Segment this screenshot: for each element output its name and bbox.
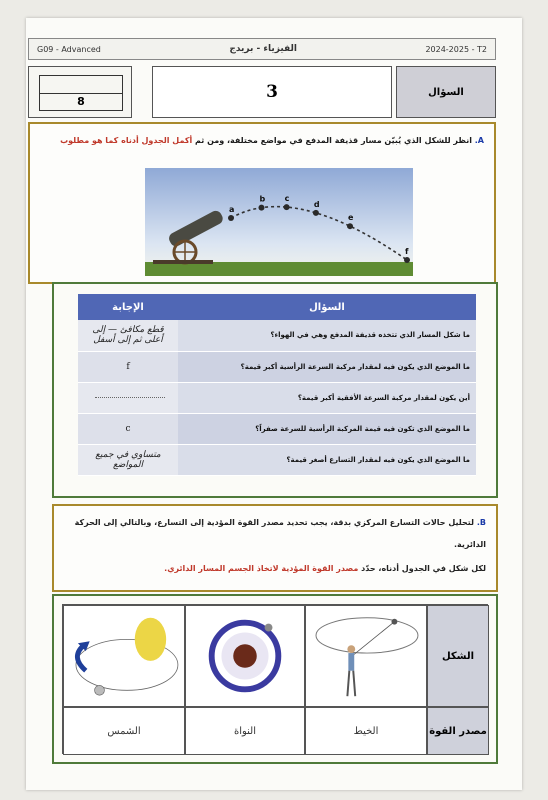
question-table	[78, 294, 476, 476]
answer-string: الخيط	[305, 707, 427, 755]
table-row	[78, 413, 476, 444]
cannon-trajectory-figure	[145, 168, 413, 276]
figure-ball-on-string	[305, 605, 427, 707]
part-b-label: B.	[476, 518, 486, 527]
part-a-text-highlight: أكمل الجدول أدناه كما هو مطلوب	[60, 136, 193, 145]
table-row	[78, 351, 476, 382]
trajectory-label-b: b	[259, 194, 266, 204]
trajectory-point-e	[347, 223, 353, 229]
trajectory-point-f	[404, 257, 410, 263]
answer-nucleus: النواة	[185, 707, 305, 755]
table-b-frame	[52, 594, 498, 764]
trajectory-point-d	[313, 210, 319, 216]
dotted-blank	[95, 397, 165, 398]
sun-orbit-icon	[64, 606, 184, 706]
part-b-text-3: لكل شكل في الجدول أدناه، حدّد	[358, 564, 486, 573]
table-row	[78, 320, 476, 351]
answer-cell: f	[78, 351, 178, 382]
trajectory-label-f: f	[405, 247, 409, 256]
question-cell: ما الموضع الذي يكون فيه لمقدار مركبة السرعة الرأسية أكبر قيمة؟	[178, 351, 476, 382]
score-value: 8	[77, 95, 85, 108]
question-label: السؤال	[396, 66, 496, 118]
answer-cell: قطع مكافئ — إلى أعلى ثم إلى أسفل	[78, 320, 178, 351]
ball-string-icon	[306, 606, 426, 706]
trajectory-label-c: c	[284, 194, 290, 204]
question-column-header: السؤال	[178, 294, 476, 320]
trajectory-point-b	[258, 205, 264, 211]
table-row	[78, 444, 476, 475]
score-box	[28, 66, 132, 118]
trajectory-label-d: d	[313, 199, 320, 209]
academic-year: 2024-2025 - T2	[425, 44, 487, 54]
part-b-line-2: الدائرية.	[454, 540, 486, 549]
part-b-text-1: لتحليل حالات التسارع المركزي بدقة، يجب تحديد مصدر القوة المؤدية إلى التسارع، وبالتالي إلى الحركة	[74, 518, 475, 527]
source-row-header: مصدر القوة	[427, 707, 489, 755]
answer-cell-empty	[78, 382, 178, 413]
part-a-text: انظر للشكل الذي يُبيّن مسار قذيفة المدفع في مواضع مختلفة، ومن ثم	[192, 136, 472, 145]
question-cell: أين يكون لمقدار مركبة السرعة الأفقية أكبر قيمة؟	[178, 382, 476, 413]
part-a-label: A.	[474, 136, 484, 145]
part-b-box	[52, 504, 498, 592]
trajectory-label-a: a	[229, 205, 235, 214]
table-a-frame	[52, 282, 498, 498]
answer-cell: متساوي في جميع المواضع	[78, 444, 178, 475]
part-b-text-3-highlight: مصدر القوة المؤدية لاتخاذ الجسم المسار الدائري.	[164, 564, 359, 573]
table-row	[78, 382, 476, 413]
question-cell: ما الموضع الذي يكون فيه لمقدار التسارع أصغر قيمة؟	[178, 444, 476, 475]
answer-column-header: الإجابة	[78, 294, 178, 320]
trajectory-label-e: e	[348, 213, 354, 223]
question-cell: ما شكل المسار الذي تتخذه قذيفة المدفع وهي في الهواء؟	[178, 320, 476, 351]
shape-row-header: الشكل	[427, 605, 489, 707]
trajectory-point-a	[228, 215, 234, 221]
force-source-table	[62, 604, 488, 754]
trajectory-point-c	[284, 204, 290, 210]
figure-earth-sun	[63, 605, 185, 707]
answer-sun: الشمس	[63, 707, 185, 755]
figure-atom	[185, 605, 305, 707]
exam-header	[28, 38, 496, 60]
exam-code: G09 - Advanced	[37, 44, 101, 54]
part-b-line-1	[75, 518, 486, 527]
part-b-line-3	[164, 564, 486, 573]
part-a-instruction	[44, 136, 484, 145]
answer-cell: c	[78, 413, 178, 444]
atom-icon	[186, 606, 304, 706]
score-divider	[39, 93, 123, 94]
question-number: 3	[152, 66, 392, 118]
question-cell: ما الموضع الذي تكون فيه قيمة المركبة الرأسية للسرعة صفراً؟	[178, 413, 476, 444]
part-a-box	[28, 122, 496, 284]
subject-title: الفيزياء - بريدج	[229, 44, 297, 54]
